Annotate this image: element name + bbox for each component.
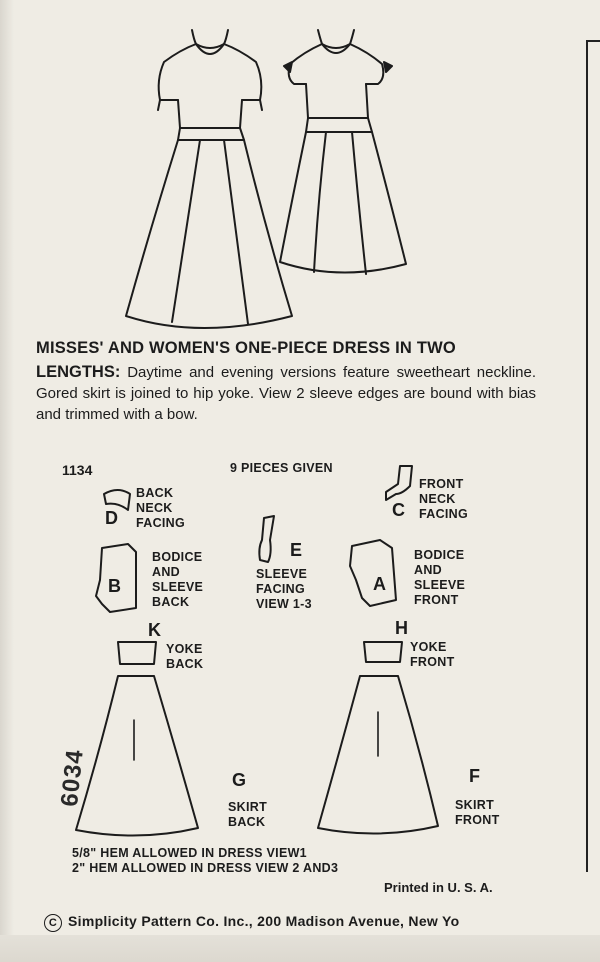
hem-note-1: 5/8" HEM ALLOWED IN DRESS VIEW1 — [72, 846, 307, 860]
piece-H-shape — [364, 642, 402, 662]
copyright-text: Simplicity Pattern Co. Inc., 200 Madison Avenue, New Yo — [68, 913, 460, 929]
copyright-icon: C — [44, 914, 62, 932]
piece-D-label: BACK NECK FACING — [136, 486, 186, 530]
piece-G-label: SKIRT BACK — [228, 800, 267, 829]
printed-in-usa: Printed in U. S. A. — [384, 880, 493, 895]
hem-note-2: 2" HEM ALLOWED IN DRESS VIEW 2 AND3 — [72, 861, 339, 875]
piece-K-letter: K — [148, 620, 161, 640]
piece-K-shape — [118, 642, 156, 664]
piece-F-letter: F — [469, 766, 480, 786]
piece-K-label: YOKE BACK — [166, 642, 204, 671]
piece-G-letter: G — [232, 770, 247, 790]
dress-view-1-illustration — [126, 30, 292, 328]
piece-E-letter: E — [290, 540, 303, 560]
piece-C-letter: C — [392, 500, 405, 520]
piece-B-letter: B — [108, 576, 121, 596]
piece-C-label: FRONT NECK FACING — [419, 477, 469, 521]
piece-A-label: BODICE AND SLEEVE FRONT — [414, 548, 466, 607]
piece-H-letter: H — [395, 618, 408, 638]
piece-F-label: SKIRT FRONT — [455, 798, 500, 827]
pieces-given: 9 PIECES GIVEN — [230, 461, 333, 475]
piece-B-label: BODICE AND SLEEVE BACK — [152, 550, 204, 609]
piece-C-shape — [386, 466, 412, 500]
dress-view-2-illustration — [280, 30, 406, 274]
piece-D-shape — [104, 490, 130, 510]
description-heading: MISSES' AND WOMEN'S ONE-PIECE DRESS IN TWO — [36, 339, 456, 357]
description-text — [36, 362, 536, 426]
piece-D-letter: D — [105, 508, 118, 528]
stamp-number: 6034 — [56, 747, 89, 808]
piece-E-shape — [259, 516, 274, 562]
pattern-number: 1134 — [62, 462, 93, 478]
description-lead: LENGTHS: — [36, 363, 121, 381]
copyright-line — [44, 913, 460, 932]
piece-A-letter: A — [373, 574, 386, 594]
piece-E-label: SLEEVE FACING VIEW 1-3 — [256, 567, 312, 611]
piece-H-label: YOKE FRONT — [410, 640, 455, 669]
piece-G-shape — [76, 676, 198, 836]
piece-A-shape — [350, 540, 396, 606]
description-body: Daytime and evening versions feature sweetheart neckline. Gored skirt is joined to hip yoke. View 2 sleeve edges are bound with bias and trimmed with a bow. — [36, 364, 537, 424]
